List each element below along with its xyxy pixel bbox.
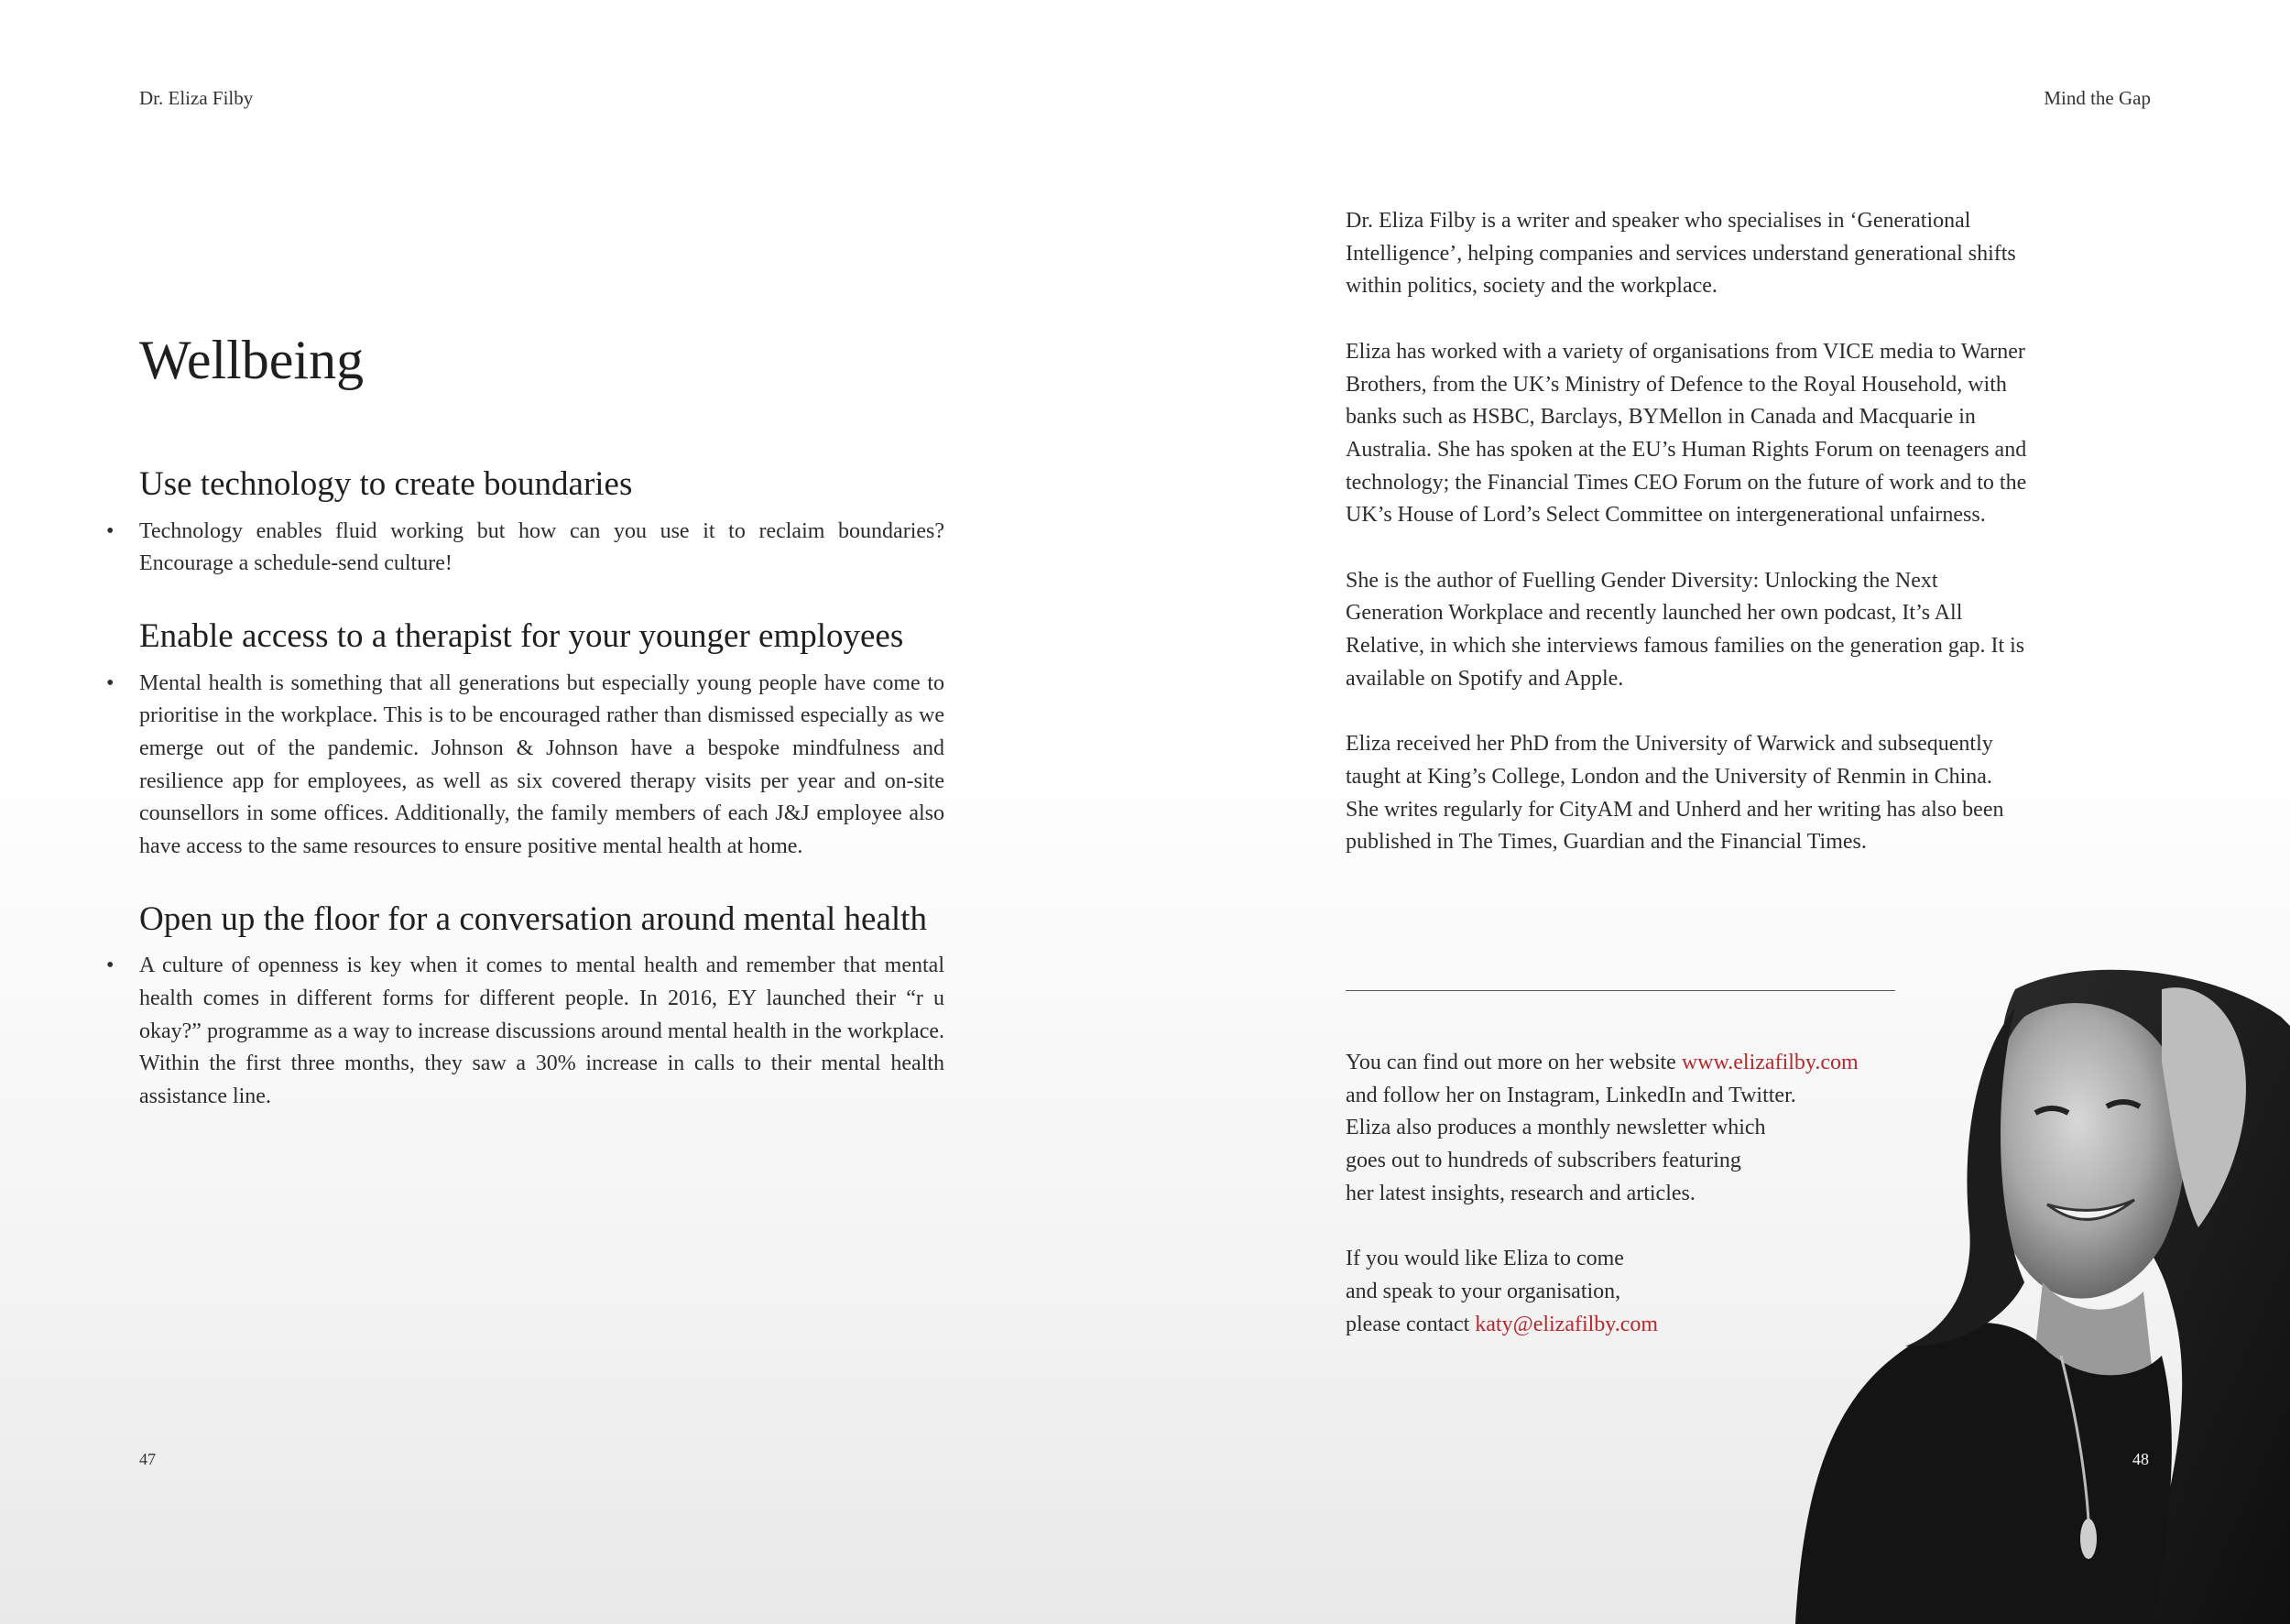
bullet-therapist [106, 668, 944, 864]
speak-line: and speak to your organisation, [1346, 1279, 1621, 1303]
bullet-boundaries [106, 516, 944, 581]
bullet-dot: • [106, 954, 114, 978]
left-page-content [106, 330, 944, 1114]
running-header-author: Dr. Eliza Filby [139, 87, 254, 109]
bullet-text: Mental health is something that all generations but especially young people have come to prioritise in the workplace. This is to be encouraged rather than dismissed especially as we emerge out of the pandemic. Johnson & Johnson have a bespoke mindfulness and resilience app for employees, as well as six covered therapy visits per year and on-site counsellors in some offices. Additionally, the family members of each J&J employee also have access to the same resources to ensure positive mental health at home. [139, 670, 944, 859]
subheading-therapist: Enable access to a therapist for your younger employees [139, 616, 904, 655]
bullet-conversation [106, 950, 944, 1114]
contact-line: Eliza also produces a monthly newsletter which [1346, 1116, 1766, 1140]
speak-prefix: please contact [1346, 1312, 1476, 1336]
contact-line: goes out to hundreds of subscribers featuring [1346, 1149, 1741, 1173]
page-title: Wellbeing [139, 330, 365, 390]
email-link[interactable]: katy@elizafilby.com [1475, 1312, 1659, 1336]
bullet-dot: • [106, 518, 114, 543]
subheading-conversation: Open up the floor for a conversation around mental health [139, 899, 927, 938]
bullet-text: A culture of openness is key when it comes to mental health and remember that mental health comes in different forms for different people. In 2016, EY launched their “r u okay?” programme as a way to increase discussions around mental health in the workplace. Within the first three months, they saw a 30% increase in calls to their mental health assistance line. [139, 954, 944, 1109]
website-link[interactable]: www.elizafilby.com [1681, 1051, 1859, 1074]
contact-block [1346, 1047, 1941, 1374]
bio-paragraph: Dr. Eliza Filby is a writer and speaker who specialises in ‘Generational Intelligence’, helping companies and services understand generational shifts within politics, society and the workplace. [1346, 209, 2016, 299]
bio-column [1346, 205, 2028, 892]
bullet-text: Technology enables fluid working but how can you use it to reclaim boundaries? Encourage a schedule-send culture! [139, 518, 944, 576]
page-number-left: 47 [139, 1450, 156, 1468]
contact-paragraph [1346, 1047, 1941, 1211]
contact-line: and follow her on Instagram, LinkedIn and Twitter. [1346, 1083, 1796, 1107]
bio-paragraph: Eliza has worked with a variety of organisations from VICE media to Warner Brothers, from the UK’s Ministry of Defence to the Royal Household, with banks such as HSBC, Barclays, BYMellon in Canada and Macquarie in Australia. She has spoken at the EU’s Human Rights Forum on teenagers and technology; the Financial Times CEO Forum on the future of work and to the UK’s House of Lord’s Select Committee on intergenerational unfairness. [1346, 339, 2027, 528]
bullet-dot: • [106, 670, 114, 695]
divider-line [1346, 990, 1895, 991]
website-prefix: You can find out more on her website [1346, 1051, 1682, 1074]
running-header-title: Mind the Gap [2044, 87, 2151, 109]
bio-paragraph: She is the author of Fuelling Gender Diversity: Unlocking the Next Generation Workplace and recently launched her own podcast, It’s All Relative, in which she interviews famous families on the generation gap. It is available on Spotify and Apple. [1346, 568, 2025, 691]
bio-paragraph: Eliza received her PhD from the University of Warwick and subsequently taught at King’s College, London and the University of Renmin in China. She writes regularly for CityAM and Unherd and her writing has also been published in The Times, Guardian and the Financial Times. [1346, 732, 2004, 855]
subheading-boundaries: Use technology to create boundaries [139, 465, 633, 503]
speak-line: If you would like Eliza to come [1346, 1247, 1624, 1271]
page-number-right: 48 [2132, 1450, 2149, 1468]
speaking-paragraph [1346, 1243, 1941, 1341]
contact-line: her latest insights, research and articles. [1346, 1181, 1696, 1205]
